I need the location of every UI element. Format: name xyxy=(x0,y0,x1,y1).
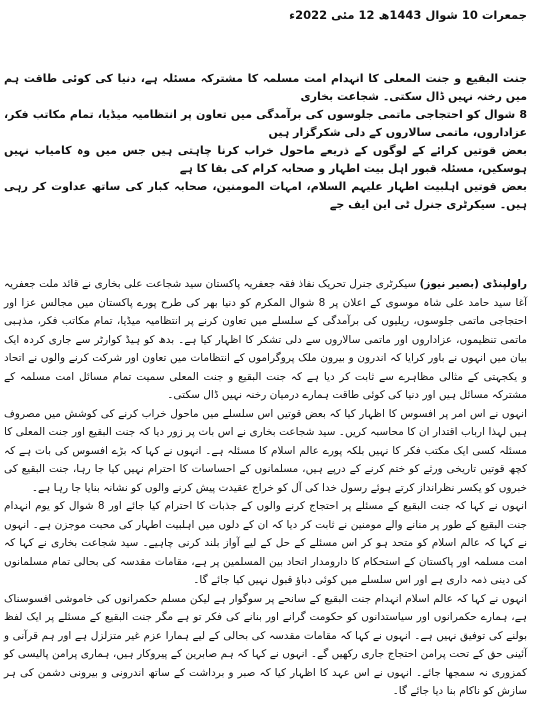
headline-line: 8 شوال کو احتجاجی ماتمی جلوسوں کی برآمدگی میں تعاون پر انتظامیہ میڈیا، تمام مکاتب فکر، عزاداروں، ماتمی سالاروں کے دلی شکرگزار ہیں xyxy=(4,108,527,139)
article-paragraph: انہوں نے کہا کہ جنت البقیع کے مسئلے پر احتجاج کرنے والوں کے جذبات کا احترام کیا جائے اور 8 شوال کو یوم انہدام جنت البقیع کے طور پر منانے والے مومنین نے ثابت کر دیا کہ ان کے دلوں میں اہلبیت اطہار کی محبت موجزن ہے۔ انہوں نے کہا کہ عالم اسلام کو متحد ہو کر اس مسئلے کے حل کے لیے آواز بلند کرنی چاہیے۔ سید شجاعت بخاری نے کہا کہ امت مسلمہ اور پاکستان کے استحکام کا دارومدار اتحاد بین المسلمین پر ہے، مقامات مقدسہ کی بحالی تمام مسلمانوں کی دینی ذمہ داری ہے اور اس سلسلے میں کوئی دباؤ قبول نہیں کیا جائے گا۔ xyxy=(4,500,528,586)
article-paragraph xyxy=(4,275,527,405)
headline-line: بعض قوتیں کرائے کے لوگوں کے ذریعے ماحول خراب کرنا چاہتی ہیں جس میں وہ کامیاب نہیں ہوسکیں، مسئلہ قبور اہل بیت اطہار و صحابہ کرام کی بقا کا ہے xyxy=(4,144,527,175)
article-paragraph-text: سیکرٹری جنرل تحریک نفاذ فقہ جعفریہ پاکستان سید شجاعت علی بخاری نے قائد ملت جعفریہ آغا سید حامد علی شاہ موسوی کے اعلان پر 8 شوال المکرم کو دنیا بھر کی طرح پورے پاکستان میں مجالس عزا اور احتجاجی ماتمی جلوسوں، ریلیوں کی برآمدگی کے سلسلے میں تعاون کرنے پر انتظامیہ میڈیا، تمام مکاتب فکر، مذہبی ماتمی تنظیموں، عزاداروں اور ماتمی سالاروں سے دلی تشکر کا اظہار کیا ہے۔ بدھ کو ہیڈ کوارٹر سے جاری کردہ ایک بیان میں انہوں نے باور کرایا کہ اندرون و بیرون ملک پروگراموں کے انتظامات میں تعاون اور شرکت کرنے والوں نے اتحاد و یکجہتی کے مثالی مظاہرے سے ثابت کر دیا ہے کہ جنت البقیع و جنت المعلی سمیت تمام مسائل امت مسلمہ کے مشترکہ مسائل ہیں اور دنیا کی کوئی طاقت ہمارے درمیان رخنہ نہیں ڈال سکتی۔ xyxy=(4,278,528,401)
dateline: جمعرات 10 شوال 1443ھ 12 مئی 2022ء xyxy=(289,8,527,22)
article-dateline-prefix: راولپنڈی (بصیر نیوز) xyxy=(419,278,527,290)
article-paragraph: انہوں نے کہا کہ عالم اسلام انہدام جنت البقیع کے سانحے پر سوگوار ہے لیکن مسلم حکمرانوں کی خاموشی افسوسناک ہے، ہمارے حکمرانوں اور سیاستدانوں کو حکومت گرانے اور بنانے کی فکر تو ہے مگر جنت البقیع کے مسئلے پر ایک لفظ بولنے کی توفیق نہیں ہے۔ انہوں نے کہا کہ مقامات مقدسہ کی بحالی کے لیے ہمارا عزم غیر متزلزل ہے اور ہم قرآنی و آئینی حق کے تحت پرامن احتجاج جاری رکھیں گے۔ انہوں نے کہا کہ ہم صابرین کے پیروکار ہیں، ہماری پرامن پالیسی کو کمزوری نہ سمجھا جائے۔ انہوں نے اس عہد کا اظہار کیا کہ صبر و برداشت کے ساتھ اندرونی و بیرونی دشمن کی ہر سازش کو ناکام بنا دیا جائے گا۔ xyxy=(4,592,527,697)
article-paragraph: انہوں نے اس امر پر افسوس کا اظہار کیا کہ بعض قوتیں اس سلسلے میں ماحول خراب کرنے کی کوشش میں مصروف ہیں لہذا ارباب اقتدار ان کا محاسبہ کریں۔ سید شجاعت بخاری نے اس بات پر زور دیا کہ جنت البقیع اور جنت المعلی کا مسئلہ کسی ایک مکتب فکر کا نہیں بلکہ پورے عالم اسلام کا مسئلہ ہے۔ انہوں نے کہا کہ بڑے افسوس کی بات ہے کہ کچھ قوتیں تاریخی ورثے کو ختم کرنے کے درپے ہیں، مسلمانوں کے احساسات کا احترام نہیں کیا جا رہا، جنت البقیع کی خبروں کو یکسر نظرانداز کرتے ہوئے رسول خدا کی آل کو خراج عقیدت پیش کرنے والوں کو نشانہ بنایا جا رہا ہے۔ xyxy=(4,407,527,494)
headline-line: جنت البقیع و جنت المعلی کا انہدام امت مسلمہ کا مشترکہ مسئلہ ہے، دنیا کی کوئی طاقت ہم میں رخنہ نہیں ڈال سکتی۔ شجاعت بخاری xyxy=(4,72,527,103)
article-body xyxy=(4,275,527,701)
headline-block xyxy=(4,70,527,214)
headline-line: بعض قوتیں اہلبیت اطہار علیہم السلام، امہات المومنین، صحابہ کبار کی ساتھ عداوت کر رہی ہیں۔ سیکرٹری جنرل ٹی این ایف جے xyxy=(4,180,527,211)
